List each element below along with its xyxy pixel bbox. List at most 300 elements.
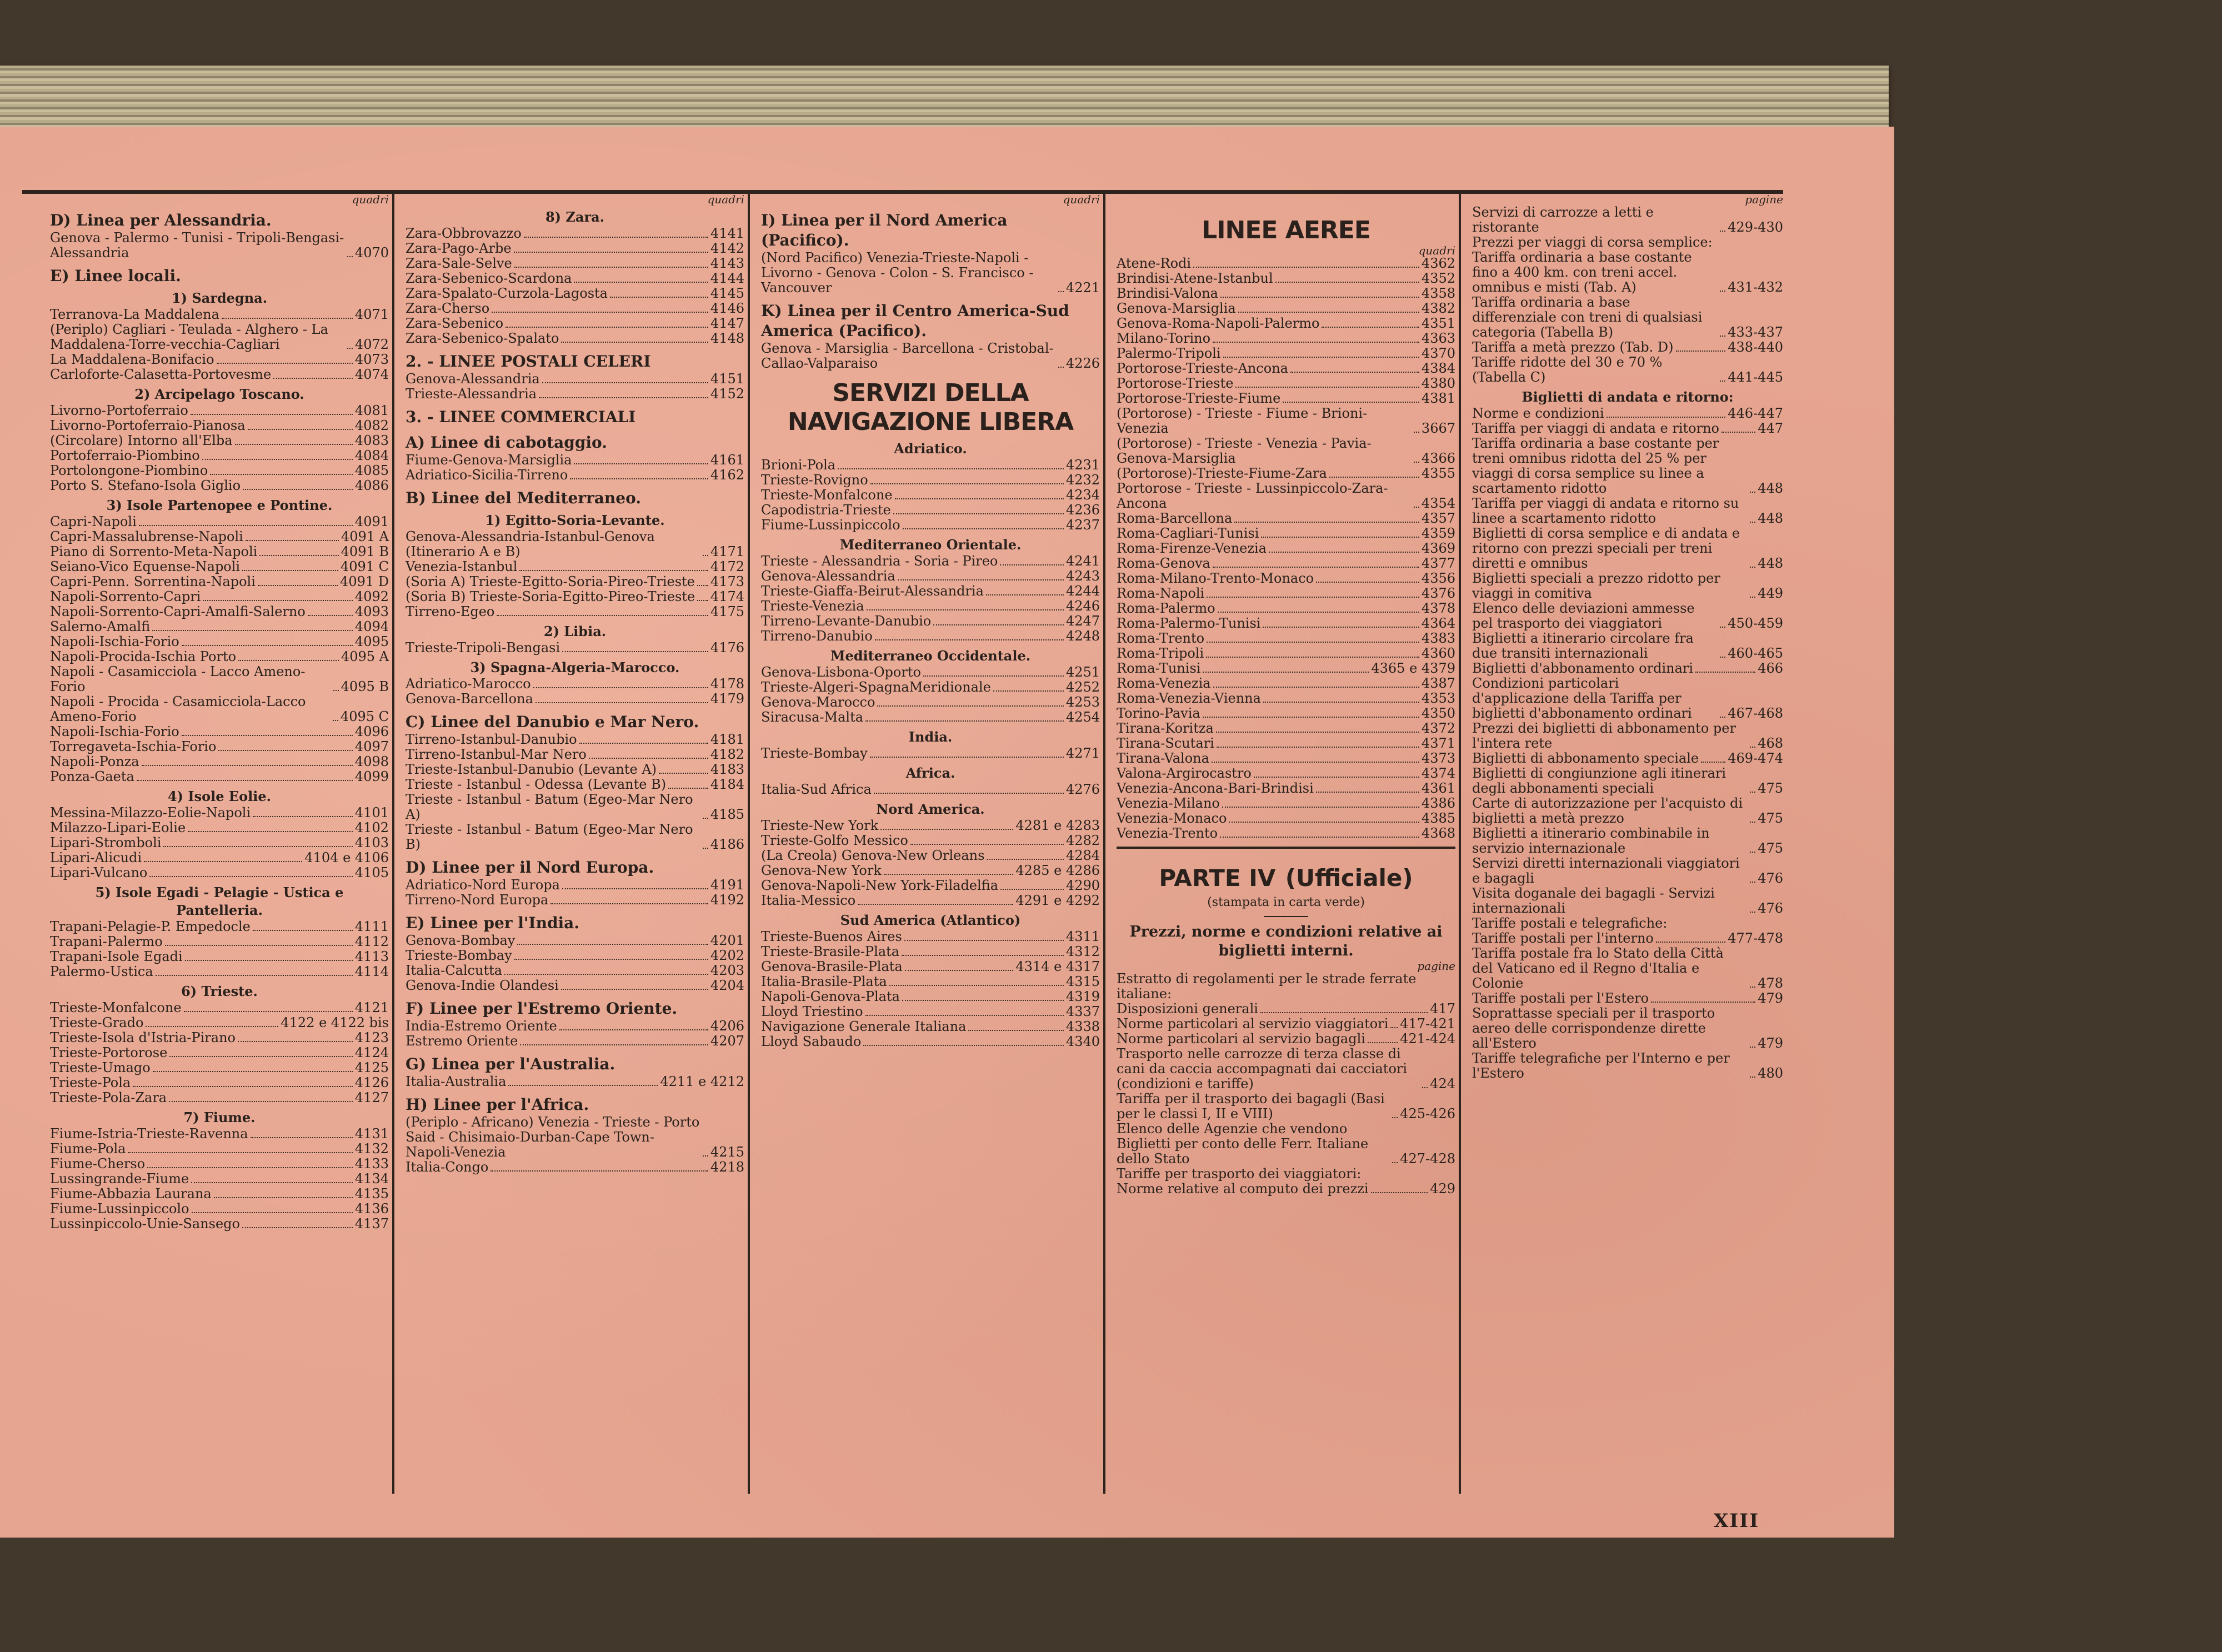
index-entry bbox=[1472, 250, 1783, 295]
index-entry bbox=[1117, 646, 1455, 661]
column-header-label: pagine bbox=[1745, 193, 1783, 206]
entry-text: Lipari-Stromboli bbox=[50, 835, 162, 850]
dot-leader bbox=[504, 974, 708, 975]
entry-number: 4105 bbox=[354, 865, 389, 880]
dot-leader bbox=[570, 478, 708, 479]
entry-text: Livorno-Portoferraio-Pianosa bbox=[50, 418, 246, 433]
dot-leader bbox=[1390, 1027, 1398, 1028]
index-entry bbox=[761, 569, 1100, 584]
dot-leader bbox=[152, 630, 353, 631]
entry-text: Napoli-Ischia-Forio bbox=[50, 724, 179, 739]
entry-number: 4381 bbox=[1421, 391, 1455, 406]
index-entry bbox=[50, 1157, 389, 1172]
index-entry bbox=[1117, 526, 1455, 541]
entry-text: Estremo Oriente bbox=[406, 1033, 518, 1049]
entry-text: Fiume-Lussinpiccolo bbox=[50, 1201, 189, 1217]
index-entry bbox=[406, 640, 744, 655]
entry-text: Trieste-Pola bbox=[50, 1075, 131, 1090]
section-heading: D) Linea per Alessandria. bbox=[50, 211, 272, 229]
index-entry bbox=[50, 352, 389, 367]
subsection-heading: 3) Spagna-Algeria-Marocco. bbox=[470, 659, 680, 675]
index-entry bbox=[1472, 796, 1783, 826]
entry-number: 441-445 bbox=[1728, 369, 1783, 385]
entry-text: Genova-Indie Olandesi bbox=[406, 978, 559, 993]
section-heading: B) Linee del Mediterraneo. bbox=[406, 489, 642, 507]
entry-number: 4203 bbox=[710, 963, 744, 978]
entry-text: (Soria A) Trieste-Egitto-Soria-Pireo-Trieste bbox=[406, 574, 695, 589]
index-entry bbox=[1472, 436, 1783, 496]
entry-number: 4091 A bbox=[341, 529, 389, 544]
entry-number: 4358 bbox=[1421, 286, 1455, 301]
entry-text: Italia-Calcutta bbox=[406, 963, 503, 978]
index-entry bbox=[406, 468, 744, 483]
index-entry bbox=[761, 1004, 1100, 1019]
entry-number: 4385 bbox=[1421, 810, 1455, 826]
entry-number: 448 bbox=[1758, 510, 1783, 526]
entry-number: 4319 bbox=[1065, 989, 1100, 1004]
entry-number: 4232 bbox=[1065, 472, 1100, 488]
index-entry bbox=[1472, 406, 1783, 421]
entry-text: Genova-Barcellona bbox=[406, 691, 533, 707]
dot-leader bbox=[153, 1071, 353, 1072]
entry-text: Adriatico-Sicilia-Tirreno bbox=[406, 467, 568, 483]
entry-text: Capri-Penn. Sorrentina-Napoli bbox=[50, 574, 256, 589]
dot-leader bbox=[253, 816, 353, 817]
index-entry bbox=[1117, 616, 1455, 631]
entry-text: Prezzi dei biglietti di abbonamento per l'intera rete bbox=[1472, 720, 1736, 751]
section-heading: I) Linea per il Nord America (Pacifico). bbox=[761, 211, 1008, 249]
index-entry bbox=[1117, 271, 1455, 286]
entry-number: 4380 bbox=[1421, 376, 1455, 391]
dot-leader bbox=[865, 720, 1064, 722]
entry-number: 4355 bbox=[1421, 465, 1455, 481]
dot-leader bbox=[259, 555, 338, 556]
subsection-heading: Sud America (Atlantico) bbox=[840, 912, 1021, 928]
column-header-label: pagine bbox=[1417, 959, 1455, 973]
index-entry bbox=[1117, 721, 1455, 736]
dot-leader bbox=[1720, 231, 1725, 232]
dot-leader bbox=[514, 959, 708, 960]
index-entry bbox=[50, 1090, 389, 1105]
entry-text: Portorose-Trieste-Fiume bbox=[1117, 391, 1281, 406]
dot-leader bbox=[514, 267, 708, 268]
entry-text: (Periplo) Cagliari - Teulada - Alghero - La Maddalena-Torre-vecchia-Cagliari bbox=[50, 322, 328, 352]
dot-leader bbox=[1750, 522, 1755, 523]
section-heading: C) Linee del Danubio e Mar Nero. bbox=[406, 713, 699, 731]
index-entry bbox=[761, 584, 1100, 599]
entry-text: Capri-Massalubrense-Napoli bbox=[50, 529, 243, 544]
entry-text: Trieste-Umago bbox=[50, 1060, 151, 1075]
dot-leader bbox=[1750, 747, 1755, 748]
entry-text: Venezia-Milano bbox=[1117, 795, 1220, 811]
entry-number: 4141 bbox=[710, 226, 744, 241]
dot-leader bbox=[144, 861, 302, 862]
index-entry bbox=[406, 316, 744, 331]
index-entry bbox=[1117, 391, 1455, 406]
entry-text: Venezia-Monaco bbox=[1117, 810, 1227, 826]
entry-number: 4192 bbox=[710, 892, 744, 908]
entry-text: Trieste-Monfalcone bbox=[761, 487, 893, 503]
dot-leader bbox=[968, 1030, 1063, 1031]
index-entry bbox=[1117, 736, 1455, 751]
entry-text: Italia-Brasile-Plata bbox=[761, 974, 887, 989]
entry-text: Elenco delle deviazioni ammesse pel trasporto dei viaggiatori bbox=[1472, 600, 1695, 631]
entry-text: Genova-Alessandria bbox=[406, 371, 540, 387]
entry-number: 4122 e 4122 bis bbox=[281, 1015, 389, 1030]
index-entry bbox=[761, 1019, 1100, 1034]
index-entry bbox=[50, 865, 389, 880]
dot-leader bbox=[169, 1101, 353, 1102]
entry-number: 4185 bbox=[710, 807, 744, 822]
entry-text: Prezzi per viaggi di corsa semplice: bbox=[1472, 234, 1713, 250]
index-entry bbox=[761, 863, 1100, 878]
index-entry bbox=[50, 433, 389, 448]
index-entry bbox=[761, 680, 1100, 695]
entry-text: Estratto di regolamenti per le strade ferrate italiane: bbox=[1117, 971, 1417, 1002]
entry-text: Genova - Palermo - Tunisi - Tripoli-Bengasi-Alessandria bbox=[50, 230, 344, 261]
dot-leader bbox=[182, 735, 353, 736]
index-entry bbox=[50, 949, 389, 964]
index-entry bbox=[1117, 376, 1455, 391]
index-entry bbox=[50, 1075, 389, 1090]
entry-number: 4221 bbox=[1065, 280, 1100, 296]
index-entry bbox=[50, 1127, 389, 1142]
entry-text: Biglietti di abbonamento speciale bbox=[1472, 750, 1699, 766]
entry-text: Zara-Pago-Arbe bbox=[406, 241, 512, 256]
entry-text: Tariffe postali per l'interno bbox=[1472, 930, 1654, 946]
entry-number: 4131 bbox=[354, 1126, 389, 1142]
index-entry bbox=[1117, 301, 1455, 316]
dot-leader bbox=[1720, 627, 1725, 628]
entry-text: Disposizioni generali bbox=[1117, 1001, 1258, 1017]
entry-text: Norme particolari al servizio viaggiatori bbox=[1117, 1016, 1389, 1032]
index-entry bbox=[406, 589, 744, 604]
index-entry bbox=[1472, 571, 1783, 601]
entry-text: Italia-Congo bbox=[406, 1159, 489, 1175]
entry-text: Valona-Argirocastro bbox=[1117, 765, 1252, 781]
entry-text: Biglietti d'abbonamento ordinari bbox=[1472, 660, 1694, 676]
dot-leader bbox=[703, 848, 708, 849]
section-heading: F) Linee per l'Estremo Oriente. bbox=[406, 999, 678, 1018]
index-entry bbox=[406, 677, 744, 692]
dot-leader bbox=[562, 888, 708, 889]
dot-leader bbox=[210, 474, 353, 475]
entry-number: 4350 bbox=[1421, 705, 1455, 721]
entry-text: Torregaveta-Ischia-Forio bbox=[50, 739, 217, 754]
book-page bbox=[0, 127, 1894, 1538]
dot-leader bbox=[217, 363, 353, 364]
column-rule bbox=[1103, 194, 1105, 1494]
index-entry bbox=[1117, 556, 1455, 571]
entry-text: Fiume-Pola bbox=[50, 1141, 126, 1157]
dot-leader bbox=[1220, 837, 1419, 838]
index-entry bbox=[406, 878, 744, 893]
dot-leader bbox=[146, 1026, 278, 1027]
dot-leader bbox=[1000, 889, 1064, 890]
index-entry bbox=[50, 964, 389, 979]
index-entry bbox=[1117, 331, 1455, 346]
dot-leader bbox=[703, 818, 708, 819]
dot-leader bbox=[697, 585, 708, 586]
entry-text: Napoli - Casamicciola - Lacco Ameno-Forio bbox=[50, 664, 306, 694]
entry-text: Lipari-Alicudi bbox=[50, 850, 142, 865]
entry-text: Venezia-Trento bbox=[1117, 825, 1218, 841]
index-entry bbox=[1117, 1002, 1455, 1017]
column-header-label: quadri bbox=[707, 193, 744, 206]
index-entry bbox=[1472, 826, 1783, 856]
entry-number: 4074 bbox=[354, 367, 389, 382]
entry-text: Capri-Napoli bbox=[50, 514, 137, 529]
dot-leader bbox=[1721, 432, 1755, 433]
entry-number: 431-432 bbox=[1728, 279, 1783, 295]
dot-leader bbox=[1414, 462, 1419, 463]
dot-leader bbox=[870, 757, 1064, 758]
entry-number: 4315 bbox=[1065, 974, 1100, 989]
dot-leader bbox=[1720, 717, 1725, 718]
entry-text: Lipari-Vulcano bbox=[50, 865, 148, 880]
entry-number: 4215 bbox=[710, 1144, 744, 1160]
index-entry bbox=[761, 599, 1100, 614]
entry-number: 4368 bbox=[1421, 825, 1455, 841]
entry-number: 4091 B bbox=[341, 544, 389, 559]
subsection-heading: 1) Sardegna. bbox=[171, 290, 268, 306]
index-entry bbox=[406, 331, 744, 346]
dot-leader bbox=[1414, 507, 1419, 508]
entry-text: Biglietti di congiunzione agli itinerari degli abbonamenti speciali bbox=[1472, 765, 1726, 796]
dot-leader bbox=[1651, 1002, 1755, 1003]
entry-text: Roma-Trento bbox=[1117, 630, 1205, 646]
dot-leader bbox=[165, 945, 353, 946]
index-column-2 bbox=[406, 194, 744, 1494]
dot-leader bbox=[539, 397, 708, 398]
subsection-heading: Africa. bbox=[905, 765, 955, 781]
entry-number: 4172 bbox=[710, 559, 744, 574]
entry-text: (Circolare) Intorno all'Elba bbox=[50, 433, 233, 448]
entry-text: Biglietti a itinerario combinabile in servizio internazionale bbox=[1472, 825, 1710, 856]
entry-number: 4373 bbox=[1421, 750, 1455, 766]
entry-number: 4102 bbox=[354, 820, 389, 835]
entry-number: 4143 bbox=[710, 256, 744, 271]
entry-number: 4173 bbox=[710, 574, 744, 589]
dot-leader bbox=[1222, 807, 1419, 808]
entry-number: 4095 A bbox=[341, 649, 389, 664]
entry-number: 4383 bbox=[1421, 630, 1455, 646]
column-header-label: quadri bbox=[1418, 244, 1455, 257]
index-entry bbox=[761, 518, 1100, 533]
entry-text: Visita doganale dei bagagli - Servizi internazionali bbox=[1472, 885, 1715, 916]
dot-leader bbox=[258, 585, 338, 586]
entry-number: 4357 bbox=[1421, 510, 1455, 526]
index-entry bbox=[406, 777, 744, 792]
section-heading: G) Linea per l'Australia. bbox=[406, 1055, 615, 1073]
dot-leader bbox=[517, 944, 708, 945]
subsection-heading: 2) Arcipelago Toscano. bbox=[134, 386, 304, 402]
entry-number: 4071 bbox=[354, 307, 389, 322]
dot-leader bbox=[1283, 402, 1419, 403]
dot-leader bbox=[347, 256, 353, 257]
entry-number: 4354 bbox=[1421, 495, 1455, 511]
dot-leader bbox=[1218, 612, 1419, 613]
entry-number: 4207 bbox=[710, 1033, 744, 1049]
entry-text: Tariffa per viaggi di andata e ritorno bbox=[1472, 420, 1719, 436]
dot-leader bbox=[1750, 987, 1755, 988]
entry-text: Trieste-Istanbul-Danubio (Levante A) bbox=[406, 762, 657, 777]
entry-text: Seiano-Vico Equense-Napoli bbox=[50, 559, 241, 574]
index-entry bbox=[406, 387, 744, 402]
entry-number: 4146 bbox=[710, 301, 744, 316]
index-entry bbox=[1472, 676, 1783, 721]
entry-number: 425-426 bbox=[1400, 1106, 1455, 1122]
dot-leader bbox=[858, 904, 1013, 905]
index-entry bbox=[1117, 751, 1455, 766]
entry-number: 4121 bbox=[354, 1000, 389, 1015]
section-heading: D) Linee per il Nord Europa. bbox=[406, 858, 654, 877]
entry-text: Trieste - Alessandria - Soria - Pireo bbox=[761, 553, 998, 569]
entry-number: 4124 bbox=[354, 1045, 389, 1060]
entry-number: 4123 bbox=[354, 1030, 389, 1045]
entry-number: 4181 bbox=[710, 732, 744, 747]
entry-number: 4114 bbox=[354, 964, 389, 979]
entry-number: 4125 bbox=[354, 1060, 389, 1075]
subsection-heading: 4) Isole Eolie. bbox=[167, 788, 272, 804]
entry-number: 4237 bbox=[1065, 517, 1100, 533]
dot-leader bbox=[1213, 687, 1419, 688]
index-entry bbox=[406, 453, 744, 468]
entry-text: Venezia-Ancona-Bari-Brindisi bbox=[1117, 780, 1314, 796]
entry-text: Trieste-New York bbox=[761, 818, 879, 833]
dot-leader bbox=[551, 903, 708, 904]
index-entry bbox=[50, 1217, 389, 1232]
section-heading: 2. - LINEE POSTALI CELERI bbox=[406, 352, 651, 371]
entry-number: 4281 e 4283 bbox=[1015, 818, 1100, 833]
entry-number: 4360 bbox=[1421, 645, 1455, 661]
entry-number: 4092 bbox=[354, 589, 389, 604]
index-entry bbox=[50, 1172, 389, 1187]
entry-number: 4338 bbox=[1065, 1019, 1100, 1034]
dot-leader bbox=[1203, 672, 1369, 673]
dot-leader bbox=[1269, 552, 1419, 553]
entry-text: Condizioni particolari d'applicazione della Tariffa per biglietti d'abbonamento ordinari bbox=[1472, 675, 1692, 721]
parte-iv-subtitle: (Ufficiale) bbox=[1285, 864, 1413, 892]
index-entry bbox=[1472, 496, 1783, 526]
entry-number: 4093 bbox=[354, 604, 389, 619]
entry-number: 4112 bbox=[354, 934, 389, 949]
index-entry bbox=[50, 850, 389, 865]
entry-text: Torino-Pavia bbox=[1117, 705, 1200, 721]
entry-text: Livorno-Portoferraio bbox=[50, 403, 188, 418]
entry-number: 4374 bbox=[1421, 765, 1455, 781]
entry-number: 4175 bbox=[710, 604, 744, 619]
index-entry bbox=[406, 1115, 744, 1160]
entry-text: Carloforte-Calasetta-Portovesme bbox=[50, 367, 272, 382]
entry-number: 4101 bbox=[354, 805, 389, 820]
entry-text: Portorose - Trieste - Lussinpiccolo-Zara-Ancona bbox=[1117, 480, 1388, 511]
dot-leader bbox=[1720, 657, 1725, 658]
entry-number: 447 bbox=[1758, 420, 1783, 436]
index-entry bbox=[1472, 1006, 1783, 1051]
dot-leader bbox=[562, 651, 708, 652]
dot-leader bbox=[1217, 747, 1419, 748]
entry-number: 4186 bbox=[710, 837, 744, 852]
dot-leader bbox=[703, 555, 708, 556]
entry-text: Lussinpiccolo-Unie-Sansego bbox=[50, 1216, 240, 1232]
entry-number: 421-424 bbox=[1400, 1031, 1455, 1047]
entry-number: 4372 bbox=[1421, 720, 1455, 736]
entry-text: Trieste - Istanbul - Batum (Egeo-Mar Nero A) bbox=[406, 792, 693, 822]
index-entry bbox=[50, 754, 389, 769]
index-entry bbox=[406, 978, 744, 993]
entry-text: Trieste-Alessandria bbox=[406, 386, 537, 402]
index-entry bbox=[50, 604, 389, 619]
dot-leader bbox=[1607, 417, 1726, 418]
index-entry bbox=[1472, 1051, 1783, 1081]
entry-text: Trieste-Algeri-SpagnaMeridionale bbox=[761, 679, 991, 695]
index-entry bbox=[1472, 205, 1783, 235]
entry-text: India-Estremo Oriente bbox=[406, 1018, 557, 1034]
dot-leader bbox=[235, 444, 353, 445]
index-entry bbox=[1472, 916, 1783, 931]
dot-leader bbox=[1750, 597, 1755, 598]
index-entry bbox=[1117, 346, 1455, 361]
entry-number: 4244 bbox=[1065, 583, 1100, 599]
index-entry bbox=[1117, 406, 1455, 436]
dot-leader bbox=[904, 940, 1064, 941]
entry-text: Messina-Milazzo-Eolie-Napoli bbox=[50, 805, 251, 820]
entry-text: Lloyd Sabaudo bbox=[761, 1034, 862, 1049]
subsection-heading: India. bbox=[908, 729, 953, 745]
entry-text: Portolongone-Piombino bbox=[50, 463, 208, 478]
index-entry bbox=[761, 974, 1100, 989]
entry-number: 4174 bbox=[710, 589, 744, 604]
dot-leader bbox=[1750, 792, 1755, 793]
dot-leader bbox=[1750, 492, 1755, 493]
entry-number: 4282 bbox=[1065, 833, 1100, 848]
entry-number: 4378 bbox=[1421, 600, 1455, 616]
dot-leader bbox=[192, 1212, 353, 1213]
entry-number: 466 bbox=[1758, 660, 1783, 676]
entry-number: 4135 bbox=[354, 1186, 389, 1202]
index-entry bbox=[1117, 676, 1455, 691]
index-entry bbox=[761, 554, 1100, 569]
index-entry bbox=[761, 629, 1100, 644]
entry-number: 4182 bbox=[710, 747, 744, 762]
entry-number: 4276 bbox=[1065, 782, 1100, 797]
entry-number: 477-478 bbox=[1728, 930, 1783, 946]
index-entry bbox=[761, 710, 1100, 725]
entry-text: Genova-Alessandria bbox=[761, 568, 895, 584]
dot-leader bbox=[519, 570, 708, 571]
dot-leader bbox=[491, 1170, 708, 1172]
dot-leader bbox=[1260, 1012, 1428, 1013]
parte-iv-title bbox=[1117, 860, 1455, 895]
dot-leader bbox=[895, 498, 1064, 499]
entry-number: 4206 bbox=[710, 1018, 744, 1034]
dot-leader bbox=[1229, 822, 1419, 823]
entry-text: Roma-Tunisi bbox=[1117, 660, 1201, 676]
dot-leader bbox=[242, 570, 338, 571]
subsection-heading: 7) Fiume. bbox=[183, 1109, 256, 1125]
dot-leader bbox=[1414, 432, 1419, 433]
entry-number: 4366 bbox=[1421, 450, 1455, 466]
entry-number: 4148 bbox=[710, 331, 744, 346]
entry-number: 4236 bbox=[1065, 502, 1100, 518]
parte-iv-label: PARTE IV bbox=[1159, 864, 1276, 892]
entry-number: 4386 bbox=[1421, 795, 1455, 811]
entry-text: Trieste - Istanbul - Batum (Egeo-Mar Nero B) bbox=[406, 822, 693, 852]
entry-text: Zara-Sebenico bbox=[406, 316, 504, 331]
subsection-heading: Biglietti di andata e ritorno: bbox=[1522, 389, 1734, 405]
entry-number: 4095 C bbox=[340, 709, 389, 724]
